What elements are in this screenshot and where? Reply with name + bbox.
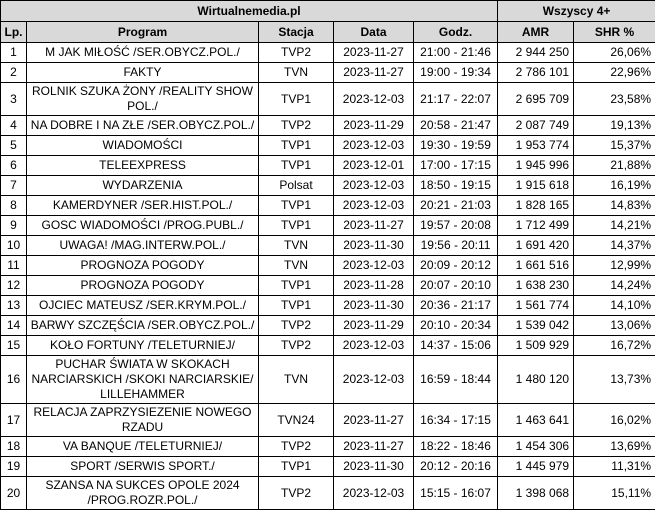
table-row [1, 196, 655, 216]
audience-header: Wszyscy 4+ [498, 1, 655, 22]
cell-date: 2023-12-03 [334, 176, 414, 196]
table-row [1, 404, 655, 437]
cell-station: TVP1 [259, 296, 334, 316]
cell-time: 19:57 - 20:08 [414, 216, 498, 236]
cell-lp: 11 [1, 256, 27, 276]
cell-lp: 9 [1, 216, 27, 236]
table-row [1, 296, 655, 316]
col-header-date: Data [334, 22, 414, 43]
cell-amr: 1 509 929 [498, 336, 574, 356]
table-row [1, 256, 655, 276]
cell-shr: 14,37% [574, 236, 655, 256]
cell-program: PROGNOZA POGODY [27, 256, 259, 276]
cell-program: FAKTY [27, 63, 259, 83]
cell-time: 19:00 - 19:34 [414, 63, 498, 83]
cell-date: 2023-12-03 [334, 196, 414, 216]
cell-lp: 8 [1, 196, 27, 216]
cell-date: 2023-12-03 [334, 136, 414, 156]
cell-shr: 16,19% [574, 176, 655, 196]
cell-station: TVP1 [259, 457, 334, 477]
cell-lp: 12 [1, 276, 27, 296]
cell-time: 20:09 - 20:12 [414, 256, 498, 276]
cell-date: 2023-12-03 [334, 336, 414, 356]
cell-shr: 13,06% [574, 316, 655, 336]
cell-time: 18:22 - 18:46 [414, 437, 498, 457]
col-header-shr: SHR % [574, 22, 655, 43]
col-header-station: Stacja [259, 22, 334, 43]
cell-time: 18:50 - 19:15 [414, 176, 498, 196]
cell-amr: 2 087 749 [498, 116, 574, 136]
cell-station: TVP1 [259, 136, 334, 156]
cell-date: 2023-11-30 [334, 296, 414, 316]
cell-lp: 10 [1, 236, 27, 256]
cell-shr: 14,10% [574, 296, 655, 316]
cell-date: 2023-11-27 [334, 216, 414, 236]
col-header-time: Godz. [414, 22, 498, 43]
cell-date: 2023-11-29 [334, 316, 414, 336]
table-row [1, 176, 655, 196]
cell-time: 19:30 - 19:59 [414, 136, 498, 156]
cell-program: VA BANQUE /TELETURNIEJ/ [27, 437, 259, 457]
cell-amr: 1 828 165 [498, 196, 574, 216]
table-row [1, 136, 655, 156]
cell-station: TVP2 [259, 316, 334, 336]
cell-station: TVP2 [259, 477, 334, 510]
table-row [1, 216, 655, 236]
column-header-row [1, 22, 655, 43]
cell-shr: 15,11% [574, 477, 655, 510]
cell-amr: 2 695 709 [498, 83, 574, 116]
cell-station: TVN [259, 256, 334, 276]
cell-lp: 13 [1, 296, 27, 316]
col-header-lp: Lp. [1, 22, 27, 43]
table-row [1, 437, 655, 457]
cell-time: 21:00 - 21:46 [414, 43, 498, 63]
cell-shr: 14,83% [574, 196, 655, 216]
cell-program: RELACJA ZAPRZYSIEZENIE NOWEGO RZADU [27, 404, 259, 437]
cell-lp: 20 [1, 477, 27, 510]
cell-time: 21:17 - 22:07 [414, 83, 498, 116]
cell-date: 2023-11-27 [334, 63, 414, 83]
cell-program: BARWY SZCZĘŚCIA /SER.OBYCZ.POL./ [27, 316, 259, 336]
cell-station: TVP2 [259, 437, 334, 457]
source-header: Wirtualnemedia.pl [1, 1, 498, 22]
cell-date: 2023-11-27 [334, 404, 414, 437]
cell-station: Polsat [259, 176, 334, 196]
cell-time: 20:36 - 21:17 [414, 296, 498, 316]
cell-shr: 16,72% [574, 336, 655, 356]
cell-time: 15:15 - 16:07 [414, 477, 498, 510]
cell-amr: 1 953 774 [498, 136, 574, 156]
cell-shr: 13,69% [574, 437, 655, 457]
cell-lp: 3 [1, 83, 27, 116]
cell-amr: 1 398 068 [498, 477, 574, 510]
table-row [1, 116, 655, 136]
cell-program: WIADOMOŚCI [27, 136, 259, 156]
cell-date: 2023-11-30 [334, 236, 414, 256]
cell-station: TVP1 [259, 276, 334, 296]
cell-amr: 1 945 996 [498, 156, 574, 176]
table-row [1, 156, 655, 176]
cell-station: TVP1 [259, 83, 334, 116]
cell-shr: 23,58% [574, 83, 655, 116]
table-row [1, 43, 655, 63]
cell-date: 2023-12-01 [334, 156, 414, 176]
cell-lp: 5 [1, 136, 27, 156]
table-row [1, 316, 655, 336]
table-body [1, 43, 655, 510]
cell-time: 20:07 - 20:10 [414, 276, 498, 296]
cell-amr: 1 480 120 [498, 356, 574, 404]
cell-lp: 17 [1, 404, 27, 437]
cell-shr: 15,37% [574, 136, 655, 156]
cell-time: 16:34 - 17:15 [414, 404, 498, 437]
table-row [1, 276, 655, 296]
cell-amr: 1 539 042 [498, 316, 574, 336]
cell-time: 16:59 - 18:44 [414, 356, 498, 404]
cell-amr: 1 463 641 [498, 404, 574, 437]
cell-program: OJCIEC MATEUSZ /SER.KRYM.POL./ [27, 296, 259, 316]
header-group-row [1, 1, 655, 22]
cell-lp: 19 [1, 457, 27, 477]
cell-program: TELEEXPRESS [27, 156, 259, 176]
cell-lp: 18 [1, 437, 27, 457]
table-row [1, 83, 655, 116]
cell-station: TVP1 [259, 156, 334, 176]
cell-time: 20:21 - 21:03 [414, 196, 498, 216]
cell-program: PROGNOZA POGODY [27, 276, 259, 296]
cell-program: KOŁO FORTUNY /TELETURNIEJ/ [27, 336, 259, 356]
cell-amr: 1 445 979 [498, 457, 574, 477]
cell-date: 2023-12-03 [334, 356, 414, 404]
cell-station: TVN [259, 356, 334, 404]
cell-amr: 1 638 230 [498, 276, 574, 296]
cell-shr: 16,02% [574, 404, 655, 437]
cell-shr: 19,13% [574, 116, 655, 136]
cell-shr: 26,06% [574, 43, 655, 63]
cell-station: TVP2 [259, 43, 334, 63]
cell-station: TVP1 [259, 196, 334, 216]
cell-amr: 2 944 250 [498, 43, 574, 63]
cell-program: SPORT /SERWIS SPORT./ [27, 457, 259, 477]
table-row [1, 63, 655, 83]
cell-time: 14:37 - 15:06 [414, 336, 498, 356]
table-row [1, 457, 655, 477]
cell-shr: 11,31% [574, 457, 655, 477]
cell-station: TVN [259, 63, 334, 83]
cell-amr: 1 454 306 [498, 437, 574, 457]
cell-amr: 1 561 774 [498, 296, 574, 316]
cell-date: 2023-12-03 [334, 477, 414, 510]
cell-shr: 12,99% [574, 256, 655, 276]
cell-shr: 14,24% [574, 276, 655, 296]
cell-date: 2023-11-27 [334, 43, 414, 63]
table-row [1, 336, 655, 356]
col-header-amr: AMR [498, 22, 574, 43]
cell-program: GOSC WIADOMOŚCI /PROG.PUBL./ [27, 216, 259, 236]
cell-shr: 13,73% [574, 356, 655, 404]
cell-station: TVN24 [259, 404, 334, 437]
cell-date: 2023-11-27 [334, 437, 414, 457]
cell-lp: 7 [1, 176, 27, 196]
cell-station: TVP2 [259, 116, 334, 136]
cell-station: TVN [259, 236, 334, 256]
cell-program: M JAK MIŁOŚĆ /SER.OBYCZ.POL./ [27, 43, 259, 63]
cell-program: UWAGA! /MAG.INTERW.POL./ [27, 236, 259, 256]
cell-lp: 2 [1, 63, 27, 83]
cell-program: NA DOBRE I NA ZŁE /SER.OBYCZ.POL./ [27, 116, 259, 136]
cell-amr: 2 786 101 [498, 63, 574, 83]
cell-date: 2023-11-30 [334, 457, 414, 477]
cell-shr: 21,88% [574, 156, 655, 176]
cell-lp: 4 [1, 116, 27, 136]
table-row [1, 236, 655, 256]
cell-amr: 1 712 499 [498, 216, 574, 236]
cell-time: 20:12 - 20:16 [414, 457, 498, 477]
cell-time: 20:10 - 20:34 [414, 316, 498, 336]
cell-time: 17:00 - 17:15 [414, 156, 498, 176]
cell-time: 20:58 - 21:47 [414, 116, 498, 136]
cell-date: 2023-11-28 [334, 276, 414, 296]
cell-date: 2023-12-03 [334, 83, 414, 116]
cell-station: TVP2 [259, 336, 334, 356]
cell-lp: 1 [1, 43, 27, 63]
cell-amr: 1 661 516 [498, 256, 574, 276]
cell-program: PUCHAR ŚWIATA W SKOKACH NARCIARSKICH /SKOKI NARCIARSKIE/ LILLEHAMMER [27, 356, 259, 404]
cell-date: 2023-12-03 [334, 256, 414, 276]
cell-lp: 16 [1, 356, 27, 404]
cell-amr: 1 915 618 [498, 176, 574, 196]
cell-program: ROLNIK SZUKA ŻONY /REALITY SHOW POL./ [27, 83, 259, 116]
cell-station: TVP1 [259, 216, 334, 236]
cell-shr: 14,21% [574, 216, 655, 236]
cell-time: 19:56 - 20:11 [414, 236, 498, 256]
cell-date: 2023-11-29 [334, 116, 414, 136]
cell-program: SZANSA NA SUKCES OPOLE 2024 /PROG.ROZR.POL./ [27, 477, 259, 510]
table-row [1, 356, 655, 404]
cell-program: WYDARZENIA [27, 176, 259, 196]
cell-lp: 14 [1, 316, 27, 336]
cell-lp: 15 [1, 336, 27, 356]
cell-amr: 1 691 420 [498, 236, 574, 256]
cell-lp: 6 [1, 156, 27, 176]
cell-shr: 22,96% [574, 63, 655, 83]
col-header-program: Program [27, 22, 259, 43]
cell-program: KAMERDYNER /SER.HIST.POL./ [27, 196, 259, 216]
